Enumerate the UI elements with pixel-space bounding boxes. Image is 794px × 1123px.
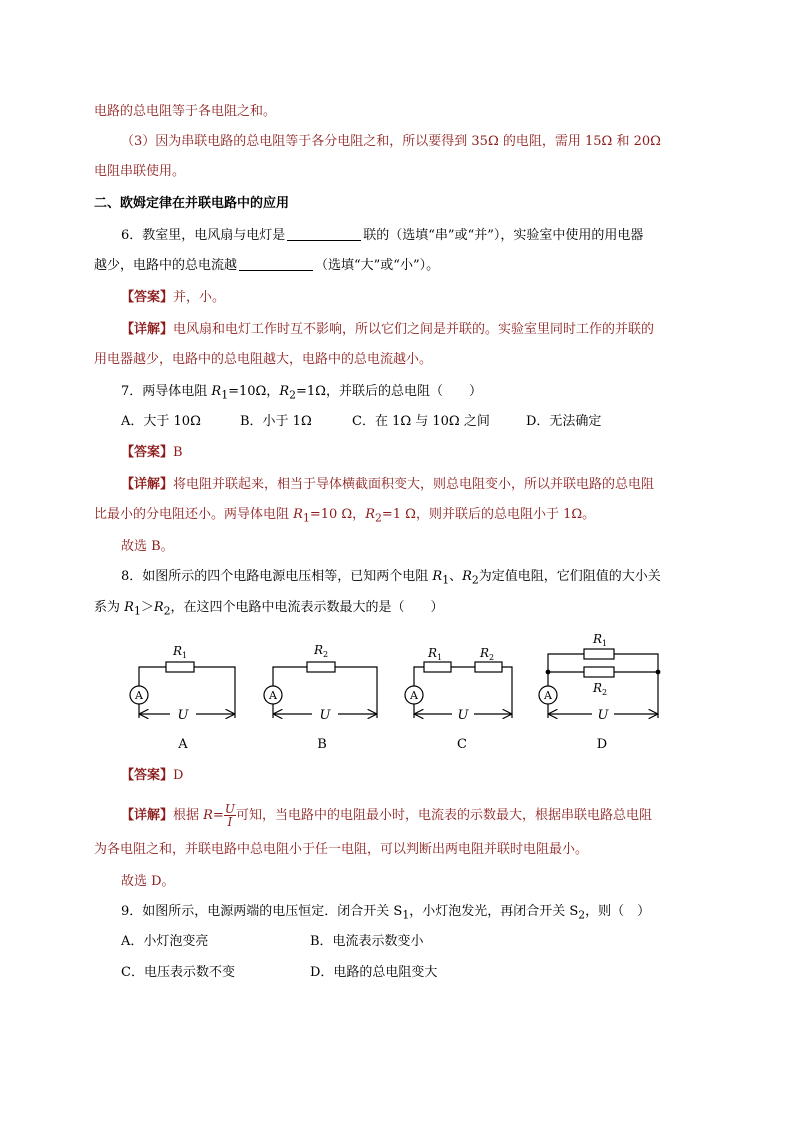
q8-r1: R bbox=[432, 569, 443, 584]
q7-detail-r2-sub: 2 bbox=[374, 511, 382, 525]
circuit-a-voltage: U bbox=[177, 708, 189, 723]
q7-eq2: =1Ω，并联后的总电阻（ ） bbox=[296, 384, 482, 399]
q9-stem-c: ，则（ ） bbox=[585, 904, 651, 919]
q8-stem-2c: ，在这四个电路中电流表示数最大的是（ ） bbox=[170, 600, 444, 615]
q8-r2-sub: 2 bbox=[471, 573, 479, 587]
fraction-denominator: I bbox=[227, 815, 233, 829]
q8-r1-sub: 1 bbox=[442, 573, 450, 587]
q6-stem-line-2 bbox=[94, 256, 439, 276]
q8-r1b: R bbox=[124, 600, 134, 615]
ammeter-label: A bbox=[410, 689, 418, 702]
q9-stem bbox=[121, 902, 650, 926]
answer-tag: 【答案】 bbox=[121, 768, 174, 783]
q7-detail-line-1 bbox=[121, 475, 654, 495]
intro-line-3: 电阻串联使用。 bbox=[94, 164, 186, 179]
detail-tag: 【详解】 bbox=[121, 808, 174, 823]
circuit-b-r-label: $R_2$ bbox=[314, 643, 329, 659]
q6-stem-line-1 bbox=[121, 226, 643, 246]
q6-detail-line-1 bbox=[121, 320, 654, 340]
q8-stem-line-1 bbox=[121, 567, 661, 591]
intro-line-2: （3）因为串联电路的总电阻等于各分电阻之和，所以要得到 35Ω 的电阻，需用 15Ω 和 20Ω bbox=[121, 134, 661, 149]
q7-detail-r1: R bbox=[293, 507, 303, 522]
q7-detail-r1-sub: 1 bbox=[302, 511, 310, 525]
q7-r2-sub: 2 bbox=[289, 388, 296, 402]
circuit-a-label: A bbox=[178, 737, 188, 752]
q8-detail-line-2: 为各电阻之和，并联电路中总电阻小于任一电阻，可以判断出两电阻并联时电阻最小。 bbox=[94, 842, 589, 857]
q7-option-d[interactable]: D．无法确定 bbox=[526, 414, 602, 429]
q6-detail-text-1: 电风扇和电灯工作时互不影响，所以它们之间是并联的。实验室里同时工作的并联的 bbox=[173, 322, 655, 337]
q6-blank-2[interactable] bbox=[239, 256, 313, 271]
q7-detail-2b: =10 Ω， bbox=[309, 507, 366, 522]
circuit-d-r2-label: $R_2$ bbox=[593, 681, 608, 697]
q8-stem-line-2 bbox=[94, 598, 444, 622]
ammeter-label: A bbox=[544, 689, 552, 702]
q7-stem bbox=[121, 382, 482, 406]
q8-conclusion: 故选 D。 bbox=[121, 874, 175, 889]
circuit-c-r1-label: $R_1$ bbox=[428, 646, 443, 662]
q6-blank-1[interactable] bbox=[287, 226, 361, 241]
q7-answer bbox=[121, 443, 183, 463]
circuit-d-label: D bbox=[596, 737, 608, 752]
circuit-b-voltage: U bbox=[319, 708, 331, 723]
q7-detail-2a: 比最小的分电阻还小。两导体电阻 bbox=[94, 507, 294, 522]
q9-option-a[interactable]: A．小灯泡变亮 bbox=[121, 934, 209, 949]
q8-r2: R bbox=[462, 569, 472, 584]
detail-tag: 【详解】 bbox=[121, 477, 174, 492]
q7-r1: R bbox=[211, 384, 222, 399]
q6-answer-text: 并，小。 bbox=[173, 290, 226, 305]
answer-tag: 【答案】 bbox=[121, 445, 174, 460]
q9-option-d[interactable]: D．电路的总电阻变大 bbox=[310, 965, 438, 980]
q8-detail-line-1 bbox=[121, 803, 652, 828]
ohm-law-fraction bbox=[224, 803, 236, 828]
q7-r2: R bbox=[279, 384, 290, 399]
circuit-b-label: B bbox=[317, 737, 327, 752]
q9-option-c[interactable]: C．电压表示数不变 bbox=[121, 965, 235, 980]
q9-s1-sub: 1 bbox=[402, 908, 410, 922]
q8-detail-eq: = bbox=[212, 808, 224, 823]
circuit-c-label: C bbox=[457, 737, 467, 752]
q7-detail-r2: R bbox=[365, 507, 375, 522]
q7-option-c[interactable]: C．在 1Ω 与 10Ω 之间 bbox=[352, 414, 490, 429]
q6-answer bbox=[121, 288, 225, 308]
circuit-c-voltage: U bbox=[457, 708, 469, 723]
ammeter-label: A bbox=[135, 689, 143, 702]
q8-r2b: R bbox=[153, 600, 164, 615]
q7-detail-text-1: 将电阻并联起来，相当于导体横截面积变大，则总电阻变小，所以并联电路的总电阻 bbox=[173, 477, 655, 492]
q7-stem-a: 7．两导体电阻 bbox=[121, 384, 212, 399]
q8-r1b-sub: 1 bbox=[133, 604, 141, 618]
q8-stem-2b: ＞ bbox=[140, 600, 154, 615]
answer-tag: 【答案】 bbox=[121, 290, 174, 305]
ammeter-label: A bbox=[269, 689, 277, 702]
q6-text-d: （选填“大”或“小”）。 bbox=[315, 258, 440, 273]
circuit-d-r1-label: $R_1$ bbox=[593, 632, 608, 648]
q8-answer bbox=[121, 766, 183, 786]
q7-eq1: =10Ω， bbox=[228, 384, 280, 399]
circuit-c-r2-label: $R_2$ bbox=[480, 646, 495, 662]
q8-stem-1b: 、 bbox=[449, 569, 463, 584]
q8-detail-1a: 根据 bbox=[173, 808, 204, 823]
detail-tag: 【详解】 bbox=[121, 322, 174, 337]
q6-text-c: 越少，电路中的总电流越 bbox=[94, 258, 238, 273]
q7-option-a[interactable]: A．大于 10Ω bbox=[121, 414, 201, 429]
q7-detail-line-2 bbox=[94, 505, 595, 529]
intro-line-1: 电路的总电阻等于各电阻之和。 bbox=[94, 104, 277, 119]
q8-stem-2a: 系为 bbox=[94, 600, 125, 615]
junction-dot bbox=[546, 670, 551, 675]
junction-dot bbox=[656, 670, 661, 675]
q6-text-b: 联的（选填“串”或“并”），实验室中使用的用电器 bbox=[363, 228, 644, 243]
q7-detail-2c: =1 Ω，则并联后的总电阻小于 1Ω。 bbox=[381, 507, 596, 522]
q9-s2-sub: 2 bbox=[578, 908, 586, 922]
section-heading: 二、欧姆定律在并联电路中的应用 bbox=[94, 196, 290, 211]
q8-detail-r: R bbox=[203, 808, 213, 823]
q8-circuits-figure bbox=[0, 630, 794, 760]
fraction-numerator: U bbox=[224, 802, 235, 816]
q9-option-b[interactable]: B．电流表示数变小 bbox=[310, 934, 424, 949]
q8-answer-text: D bbox=[173, 768, 184, 783]
q7-option-b[interactable]: B．小于 1Ω bbox=[240, 414, 312, 429]
q6-detail-line-2: 用电器越少，电路中的总电阻越大，电路中的总电流越小。 bbox=[94, 352, 433, 367]
q9-stem-a: 9．如图所示，电源两端的电压恒定．闭合开关 S bbox=[121, 904, 403, 919]
q6-text-a: 6．教室里，电风扇与电灯是 bbox=[121, 228, 286, 243]
q8-stem-1c: 为定值电阻，它们阻值的大小关 bbox=[478, 569, 661, 584]
q9-stem-b: ，小灯泡发光，再闭合开关 S bbox=[409, 904, 579, 919]
q8-stem-1a: 8．如图所示的四个电路电源电压相等，已知两个电阻 bbox=[121, 569, 433, 584]
circuit-d-voltage: U bbox=[597, 708, 609, 723]
q7-answer-text: B bbox=[173, 445, 183, 460]
q8-detail-1d: 可知，当电路中的电阻最小时，电流表的示数最大，根据串联电路总电阻 bbox=[235, 808, 652, 823]
q7-conclusion: 故选 B。 bbox=[121, 539, 174, 554]
q8-r2b-sub: 2 bbox=[163, 604, 171, 618]
q7-r1-sub: 1 bbox=[221, 388, 229, 402]
circuit-a-r-label: $R_1$ bbox=[173, 644, 188, 660]
